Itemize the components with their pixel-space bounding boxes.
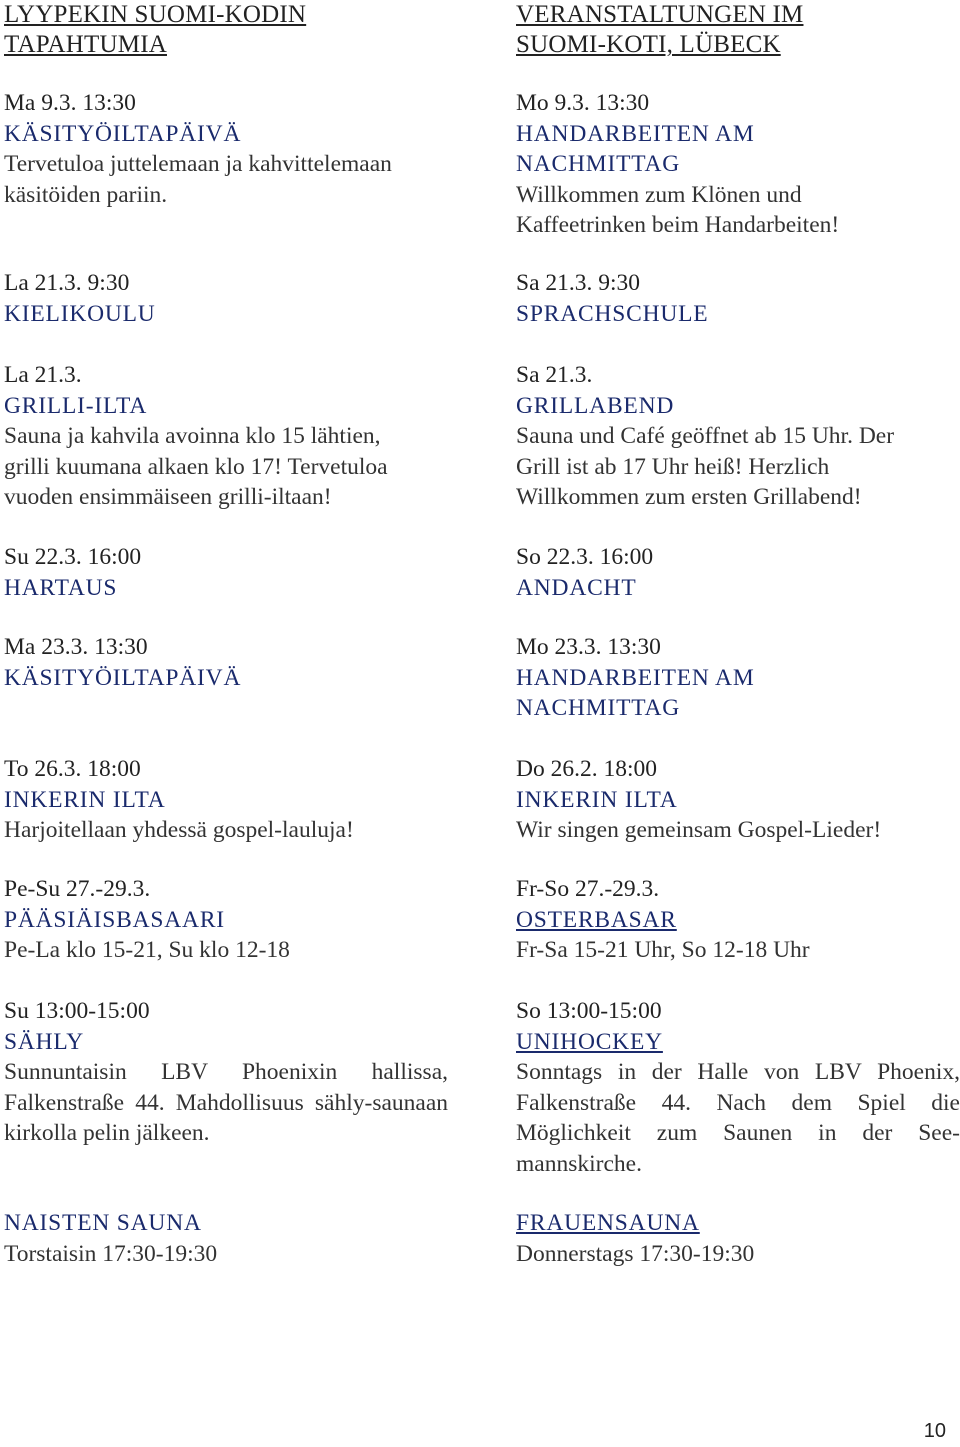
event-title: INKERIN ILTA: [4, 786, 166, 813]
right-column-german: [516, 0, 960, 1267]
left-event-naisten-sauna: [4, 1208, 448, 1269]
event-title: KÄSITYÖILTAPÄIVÄ: [4, 664, 242, 691]
right-event-handarbeiten-1: [516, 88, 960, 241]
event-title: GRILLABEND: [516, 392, 675, 419]
left-heading: [4, 0, 448, 60]
event-date: To 26.3. 18:00: [4, 756, 141, 782]
right-event-handarbeiten-2: [516, 632, 960, 724]
event-title: PÄÄSIÄISBASAARI: [4, 906, 225, 933]
right-event-inkerin-ilta: [516, 754, 960, 846]
left-event-kasityoiltapaiva-1: [4, 88, 448, 210]
right-event-frauensauna: [516, 1208, 960, 1269]
event-date: La 21.3. 9:30: [4, 270, 130, 296]
event-title: OSTERBASAR: [516, 906, 677, 933]
event-date: So 13:00-15:00: [516, 998, 662, 1024]
event-description-line: Pe-La klo 15-21, Su klo 12-18: [4, 937, 290, 963]
event-title: INKERIN ILTA: [516, 786, 678, 813]
event-title: UNIHOCKEY: [516, 1028, 663, 1055]
left-heading-line-2: TAPAHTUMIA: [4, 31, 167, 58]
event-description: Sunnuntaisin LBV Phoenixin hallissa, Falkenstraße 44. Mahdollisuus sähly-saunaan kirkolla pelin jälkeen.: [4, 1059, 448, 1146]
left-event-hartaus: [4, 542, 448, 603]
event-title: SÄHLY: [4, 1028, 84, 1055]
right-heading: [516, 0, 960, 60]
event-title-line-2: NACHMITTAG: [516, 695, 681, 721]
left-event-kasityoiltapaiva-2: [4, 632, 448, 693]
left-heading-line-1: LYYPEKIN SUOMI-KODIN: [4, 1, 307, 28]
event-title: HARTAUS: [4, 574, 118, 601]
event-date: Pe-Su 27.-29.3.: [4, 876, 151, 902]
event-title: NAISTEN SAUNA: [4, 1210, 202, 1236]
right-heading-line-1: VERANSTALTUNGEN IM: [516, 1, 804, 28]
event-title: ANDACHT: [516, 574, 637, 601]
event-description-line: Willkommen zum ersten Grillabend!: [516, 484, 862, 510]
event-title: FRAUENSAUNA: [516, 1210, 700, 1236]
right-event-grillabend: [516, 360, 960, 513]
event-description-line: Sauna und Café geöffnet ab 15 Uhr. Der: [516, 423, 895, 449]
event-title: HANDARBEITEN AM: [516, 664, 755, 691]
event-description-line: Harjoitellaan yhdessä gospel-lauluja!: [4, 817, 354, 843]
event-description-line: Wir singen gemeinsam Gospel-Lieder!: [516, 817, 882, 843]
event-description-line: Willkommen zum Klönen und: [516, 181, 802, 208]
left-column-finnish: [4, 0, 448, 1267]
event-title: HANDARBEITEN AM: [516, 120, 755, 147]
event-date: Su 13:00-15:00: [4, 998, 150, 1024]
event-title: SPRACHSCHULE: [516, 300, 709, 327]
left-event-paasiaisbasaari: [4, 874, 448, 966]
left-event-inkerin-ilta: [4, 754, 448, 846]
right-event-unihockey: [516, 996, 960, 1179]
event-description-line: grilli kuumana alkaen klo 17! Tervetuloa: [4, 453, 388, 480]
event-date: Sa 21.3. 9:30: [516, 270, 641, 296]
right-event-osterbasar: [516, 874, 960, 966]
event-title: GRILLI-ILTA: [4, 392, 148, 419]
event-description-line: Grill ist ab 17 Uhr heiß! Herzlich: [516, 453, 830, 480]
left-event-grilli-ilta: [4, 360, 448, 513]
left-event-sahly: [4, 996, 448, 1149]
right-event-andacht: [516, 542, 960, 603]
right-heading-line-2: SUOMI-KOTI, LÜBECK: [516, 31, 781, 58]
event-date: Fr-So 27.-29.3.: [516, 876, 660, 902]
page-number: 10: [923, 1420, 946, 1442]
event-description-line: Donnerstags 17:30-19:30: [516, 1240, 755, 1267]
event-description-line: Torstaisin 17:30-19:30: [4, 1240, 218, 1267]
left-event-kielikoulu: [4, 268, 448, 329]
event-date: Su 22.3. 16:00: [4, 544, 142, 570]
event-description-line: vuoden ensimmäiseen grilli-iltaan!: [4, 484, 332, 510]
event-description-line: Fr-Sa 15-21 Uhr, So 12-18 Uhr: [516, 937, 810, 963]
event-date: So 22.3. 16:00: [516, 544, 654, 570]
event-description: Sonntags in der Halle von LBV Phoenix, Falkenstraße 44. Nach dem Spiel die Möglichkeit zum Saunen in der See-mannskirche.: [516, 1059, 960, 1177]
event-description-line: käsitöiden pariin.: [4, 181, 168, 208]
event-date: Mo 9.3. 13:30: [516, 90, 650, 116]
event-date: Do 26.2. 18:00: [516, 756, 657, 782]
event-title-line-2: NACHMITTAG: [516, 151, 681, 177]
event-date: Ma 23.3. 13:30: [4, 634, 148, 660]
event-date: Mo 23.3. 13:30: [516, 634, 661, 660]
event-date: Ma 9.3. 13:30: [4, 90, 136, 116]
event-description-line: Kaffeetrinken beim Handarbeiten!: [516, 212, 840, 238]
event-description-line: Sauna ja kahvila avoinna klo 15 lähtien,: [4, 423, 381, 449]
right-event-sprachschule: [516, 268, 960, 329]
event-title: KÄSITYÖILTAPÄIVÄ: [4, 120, 242, 147]
event-date: La 21.3.: [4, 362, 82, 388]
event-description-line: Tervetuloa juttelemaan ja kahvittelemaan: [4, 151, 392, 177]
event-date: Sa 21.3.: [516, 362, 593, 388]
event-title: KIELIKOULU: [4, 300, 156, 327]
